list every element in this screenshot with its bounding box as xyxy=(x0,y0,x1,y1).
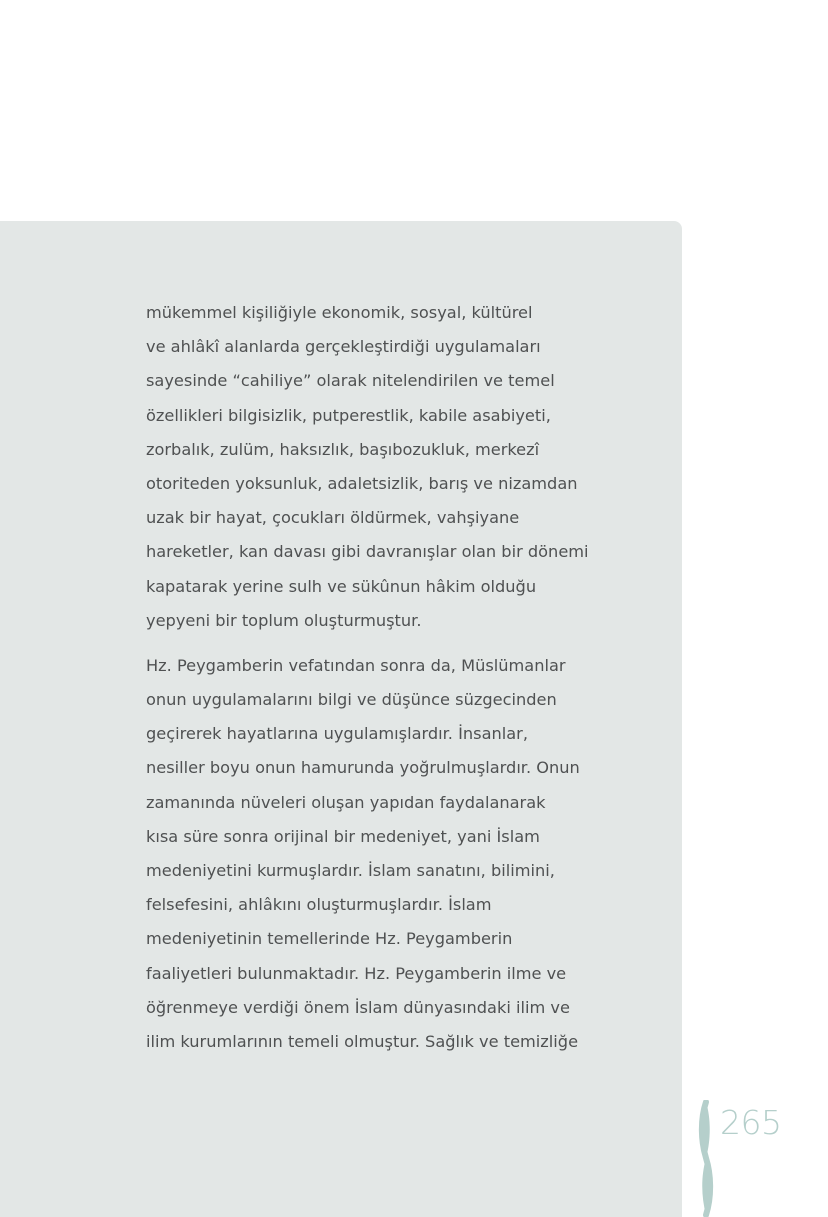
text-line: felsefesini, ahlâkını oluşturmuşlardır. İslam xyxy=(146,895,492,915)
text-line: mükemmel kişiliğiyle ekonomik, sosyal, kültürel xyxy=(146,303,533,322)
text-line: medeniyetini kurmuşlardır. İslam sanatını, bilimini, xyxy=(146,861,555,880)
text-line: uzak bir hayat, çocukları öldürmek, vahşiyane xyxy=(146,508,520,528)
text-line: otoriteden yoksunluk, adaletsizlik, barış ve nizamdan xyxy=(146,473,578,493)
text-line: ilim kurumlarının temeli olmuştur. Sağlık ve temizliğe xyxy=(146,1031,579,1051)
text-line: kapatarak yerine sulh ve sükûnun hâkim olduğu xyxy=(146,576,537,596)
text-line: sayesinde “cahiliye” olarak nitelendirilen ve temel xyxy=(146,371,555,391)
page-ornament-icon xyxy=(695,1100,717,1217)
text-line: zorbalık, zulüm, haksızlık, başıbozukluk, merkezî xyxy=(146,439,540,459)
text-line: medeniyetinin temellerinde Hz. Peygamberin xyxy=(146,929,513,949)
text-line: faaliyetleri bulunmaktadır. Hz. Peygamberin ilme ve xyxy=(146,963,567,983)
text-line: onun uygulamalarını bilgi ve düşünce süzgecinden xyxy=(146,690,557,710)
body-text xyxy=(146,296,616,1059)
text-line: geçirerek hayatlarına uygulamışlardır. İnsanlar, xyxy=(146,724,528,744)
text-line: ve ahlâkî alanlarda gerçekleştirdiği uygulamaları xyxy=(146,337,541,357)
text-line: hareketler, kan davası gibi davranışlar olan bir dönemi xyxy=(146,542,589,562)
text-line: özellikleri bilgisizlik, putperestlik, kabile asabiyeti, xyxy=(146,405,551,425)
paragraph-2 xyxy=(146,649,616,1059)
text-line: öğrenmeye verdiği önem İslam dünyasındaki ilim ve xyxy=(146,997,570,1017)
text-line: Hz. Peygamberin vefatından sonra da, Müslümanlar xyxy=(146,655,566,675)
text-line: kısa süre sonra orijinal bir medeniyet, yani İslam xyxy=(146,826,540,846)
text-line: zamanında nüveleri oluşan yapıdan faydalanarak xyxy=(146,792,546,812)
paragraph-1 xyxy=(146,296,616,638)
text-line: yepyeni bir toplum oluşturmuştur. xyxy=(146,610,422,630)
page-number: 265 xyxy=(720,1103,782,1142)
text-line: nesiller boyu onun hamurunda yoğrulmuşlardır. Onun xyxy=(146,758,580,778)
